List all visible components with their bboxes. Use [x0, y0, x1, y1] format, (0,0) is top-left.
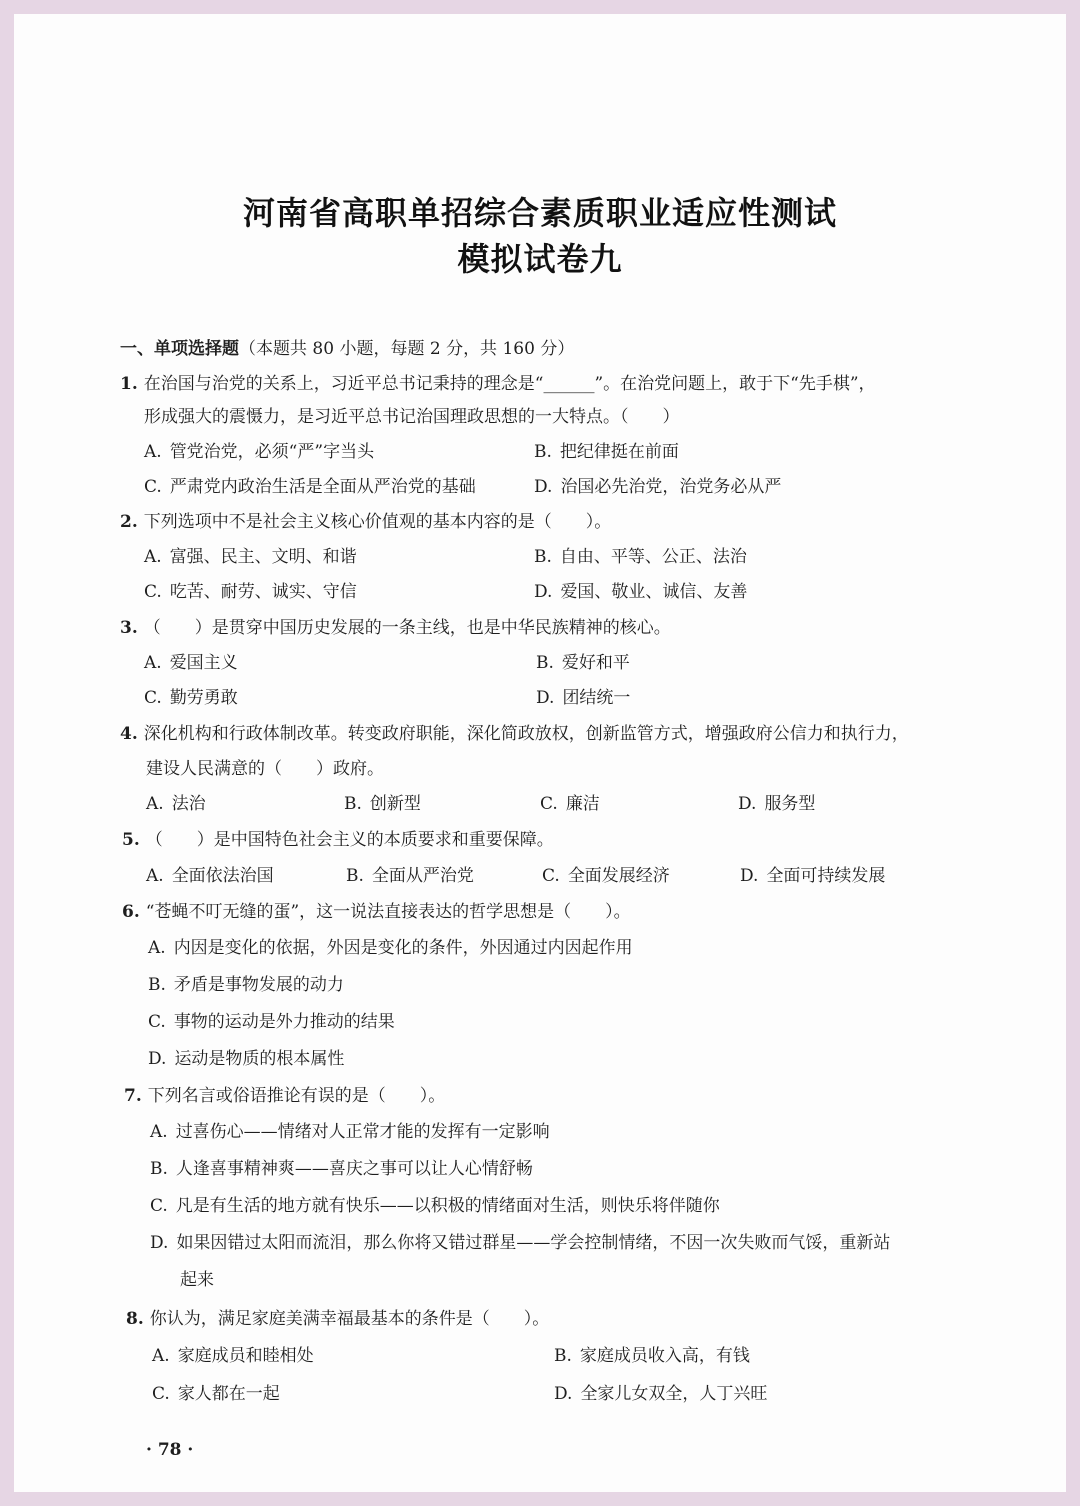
option-label: A.	[144, 547, 162, 567]
option-text: 全面从严治党	[371, 866, 474, 886]
question-7	[124, 1085, 445, 1107]
option-c	[144, 581, 357, 603]
question-number: 7.	[124, 1086, 142, 1106]
option-label: C.	[144, 582, 162, 602]
option-label: B.	[150, 1159, 168, 1179]
option-a	[146, 865, 274, 887]
option-a	[152, 1345, 314, 1367]
option-label: B.	[344, 794, 362, 814]
exam-subtitle: 模拟试卷九	[457, 240, 623, 278]
option-text: 严肃党内政治生活是全面从严治党的基础	[169, 477, 476, 497]
option-label: A.	[146, 794, 164, 814]
option-text: 全面发展经济	[567, 866, 670, 886]
option-text: 治国必先治党，治党务必从严	[560, 477, 782, 497]
option-label: C.	[152, 1384, 170, 1404]
option-d	[740, 865, 885, 887]
section-title: 一、单项选择题	[120, 339, 239, 359]
question-stem: 下列名言或俗语推论有误的是（ ）。	[147, 1086, 446, 1106]
option-a	[144, 652, 238, 674]
option-text: 爱好和平	[561, 653, 630, 673]
option-d	[534, 581, 747, 603]
option-text: 事物的运动是外力推动的结果	[173, 1012, 395, 1032]
option-text: 运动是物质的根本属性	[174, 1049, 345, 1069]
exam-title: 河南省高职单招综合素质职业适应性测试	[242, 194, 837, 232]
option-label: D.	[150, 1233, 169, 1253]
option-b	[534, 441, 679, 463]
option-d	[738, 793, 815, 815]
option-c	[148, 1011, 395, 1033]
option-a	[144, 441, 374, 463]
question-6	[122, 901, 631, 923]
question-5	[122, 829, 554, 851]
option-label: C.	[148, 1012, 166, 1032]
option-b	[554, 1345, 750, 1367]
option-label: B.	[534, 547, 552, 567]
option-a	[148, 937, 633, 959]
section-heading	[120, 338, 574, 360]
option-text: 过喜伤心——情绪对人正常才能的发挥有一定影响	[175, 1122, 550, 1142]
option-label: B.	[148, 975, 166, 995]
option-text: 廉洁	[565, 794, 600, 814]
option-label: D.	[738, 794, 757, 814]
option-text: 创新型	[369, 794, 421, 814]
option-d	[536, 687, 630, 709]
question-number: 2.	[120, 512, 138, 532]
option-text: 吃苦、耐劳、诚实、守信	[169, 582, 357, 602]
option-label: C.	[144, 477, 162, 497]
option-text: 勤劳勇敢	[169, 688, 238, 708]
option-c	[144, 476, 476, 498]
option-d	[534, 476, 781, 498]
option-text: 服务型	[764, 794, 816, 814]
option-label: D.	[536, 688, 555, 708]
option-c	[150, 1195, 720, 1217]
option-text: 管党治党，必须“严”字当头	[169, 442, 375, 462]
option-text: 全面依法治国	[171, 866, 274, 886]
question-stem: 你认为，满足家庭美满幸福最基本的条件是（ ）。	[149, 1309, 550, 1329]
option-a	[146, 793, 206, 815]
option-label: D.	[534, 477, 553, 497]
question-stem: 下列选项中不是社会主义核心价值观的基本内容的是（ ）。	[143, 512, 612, 532]
option-label: B.	[536, 653, 554, 673]
question-stem: 深化机构和行政体制改革。转变政府职能，深化简政放权，创新监管方式，增强政府公信力和执行力，	[143, 724, 909, 744]
option-text: 自由、平等、公正、法治	[559, 547, 747, 567]
question-number: 4.	[120, 724, 138, 744]
question-number: 3.	[120, 618, 138, 638]
question-stem: （ ）是贯穿中国历史发展的一条主线，也是中华民族精神的核心。	[143, 618, 671, 638]
option-label: A.	[152, 1346, 170, 1366]
question-2	[120, 511, 611, 533]
option-d	[148, 1048, 344, 1070]
option-label: A.	[150, 1122, 168, 1142]
option-text: 富强、民主、文明、和谐	[169, 547, 357, 567]
option-label: C.	[144, 688, 162, 708]
option-text: 全家儿女双全，人丁兴旺	[580, 1384, 768, 1404]
option-label: A.	[148, 938, 166, 958]
option-label: C.	[540, 794, 558, 814]
option-d-cont: 起来	[180, 1270, 214, 1290]
option-d	[554, 1383, 767, 1405]
option-label: D.	[534, 582, 553, 602]
question-3	[120, 617, 671, 639]
question-8	[126, 1308, 549, 1330]
option-c	[540, 793, 600, 815]
option-b	[148, 974, 344, 996]
option-text: 全面可持续发展	[766, 866, 886, 886]
question-number: 1.	[120, 374, 138, 394]
option-text: 如果因错过太阳而流泪，那么你将又错过群星——学会控制情绪，不因一次失败而气馁，重新站	[176, 1233, 891, 1253]
question-stem: 在治国与治党的关系上，习近平总书记秉持的理念是“______”。在治党问题上，敢于下“先手棋”，	[143, 374, 876, 394]
option-text: 爱国、敬业、诚信、友善	[560, 582, 748, 602]
option-d	[150, 1232, 890, 1254]
question-stem: （ ）是中国特色社会主义的本质要求和重要保障。	[145, 830, 554, 850]
question-number: 6.	[122, 902, 140, 922]
question-number: 8.	[126, 1309, 144, 1329]
question-4	[120, 723, 909, 745]
option-b	[534, 546, 747, 568]
option-text: 团结统一	[562, 688, 631, 708]
option-text: 家庭成员收入高，有钱	[579, 1346, 750, 1366]
option-label: A.	[146, 866, 164, 886]
question-number: 5.	[122, 830, 140, 850]
option-label: C.	[542, 866, 560, 886]
option-text: 人逢喜事精神爽——喜庆之事可以让人心情舒畅	[175, 1159, 533, 1179]
option-text: 家庭成员和睦相处	[177, 1346, 314, 1366]
option-a	[144, 546, 357, 568]
option-b	[344, 793, 421, 815]
question-1	[120, 373, 876, 395]
option-text: 把纪律挺在前面	[559, 442, 679, 462]
option-b	[346, 865, 474, 887]
option-text: 内因是变化的依据，外因是变化的条件，外因通过内因起作用	[173, 938, 633, 958]
question-stem: “苍蝇不叮无缝的蛋”，这一说法直接表达的哲学思想是（ ）。	[145, 902, 631, 922]
option-c	[542, 865, 670, 887]
section-note: （本题共 80 小题，每题 2 分，共 160 分）	[239, 339, 575, 359]
question-stem-cont: 建设人民满意的（ ）政府。	[146, 759, 384, 779]
option-text: 法治	[171, 794, 206, 814]
option-c	[144, 687, 238, 709]
option-b	[536, 652, 630, 674]
option-a	[150, 1121, 550, 1143]
option-label: D.	[740, 866, 759, 886]
option-label: A.	[144, 442, 162, 462]
option-text: 家人都在一起	[177, 1384, 280, 1404]
option-label: D.	[554, 1384, 573, 1404]
option-b	[150, 1158, 533, 1180]
option-label: B.	[534, 442, 552, 462]
page-number: · 78 ·	[146, 1440, 194, 1460]
option-label: A.	[144, 653, 162, 673]
option-label: B.	[554, 1346, 572, 1366]
option-label: C.	[150, 1196, 168, 1216]
option-text: 凡是有生活的地方就有快乐——以积极的情绪面对生活，则快乐将伴随你	[175, 1196, 720, 1216]
option-text: 爱国主义	[169, 653, 238, 673]
option-label: B.	[346, 866, 364, 886]
option-label: D.	[148, 1049, 167, 1069]
option-text: 矛盾是事物发展的动力	[173, 975, 344, 995]
question-stem-cont: 形成强大的震慑力，是习近平总书记治国理政思想的一大特点。（ ）	[144, 407, 680, 427]
option-c	[152, 1383, 280, 1405]
